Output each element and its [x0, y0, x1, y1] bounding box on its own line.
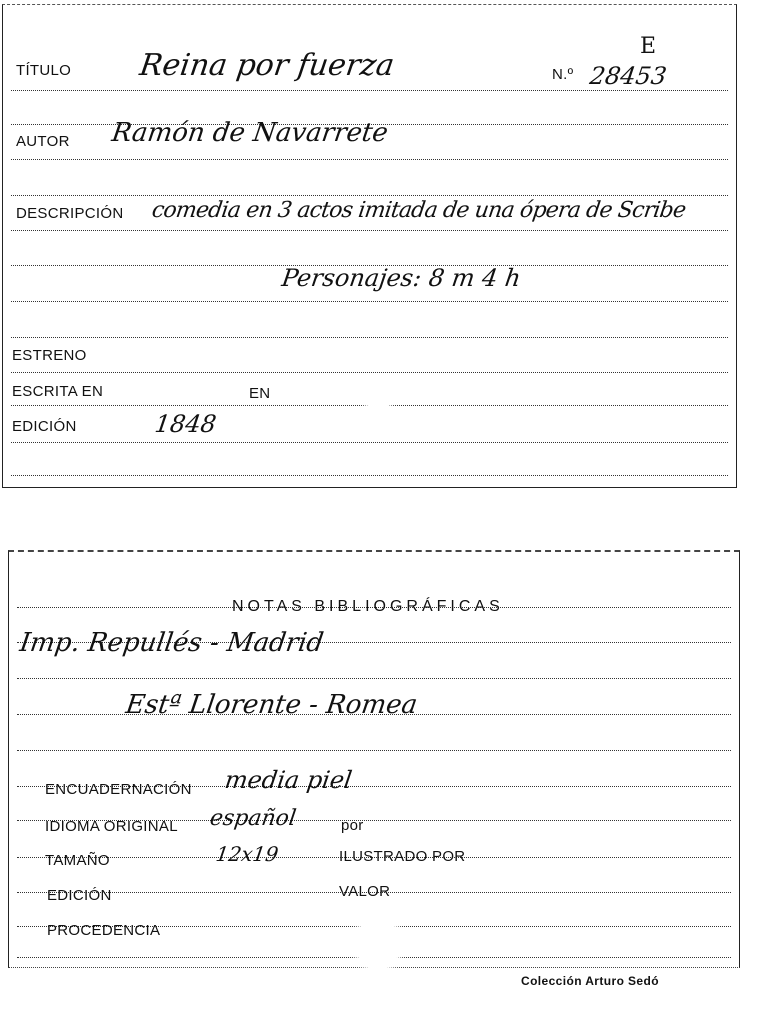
notas-heading: NOTAS BIBLIOGRÁFICAS	[232, 598, 504, 615]
notes-line-1: Imp. Repullés - Madrid	[17, 628, 326, 658]
por-label: por	[341, 817, 364, 834]
valor-label: VALOR	[339, 883, 391, 900]
ruled-line	[11, 90, 728, 91]
en-label: EN	[249, 385, 271, 402]
ruled-line	[11, 230, 728, 231]
ilustrado-label: ILUSTRADO POR	[339, 848, 466, 865]
paper-blot	[368, 398, 388, 414]
ruled-line	[11, 301, 728, 302]
autor-label: AUTOR	[16, 133, 70, 150]
titulo-value: Reina por fuerza	[137, 48, 397, 83]
descripcion-value-line2: Personajes: 8 m 4 h	[280, 264, 523, 292]
ruled-line	[11, 475, 728, 476]
ruled-line	[17, 750, 731, 751]
notes-line-2: Estª Llorente - Romea	[123, 690, 420, 720]
ruled-line	[17, 678, 731, 679]
numero-value: 28453	[588, 62, 669, 90]
idioma-label: IDIOMA ORIGINAL	[45, 818, 178, 835]
tamano-label: TAMAÑO	[45, 852, 110, 869]
edicion-value: 1848	[153, 410, 219, 438]
corner-mark: E	[640, 34, 657, 59]
encuadernacion-value: media piel	[223, 766, 354, 794]
descripcion-value-line1: comedia en 3 actos imitada de una ópera de Scribe	[150, 198, 687, 223]
ruled-line	[11, 159, 728, 160]
ruled-line	[11, 337, 728, 338]
idioma-value: español	[208, 806, 298, 831]
paper-blot	[356, 918, 400, 970]
titulo-label: TÍTULO	[16, 62, 72, 79]
collection-credit: Colección Arturo Sedó	[521, 974, 659, 988]
descripcion-label: DESCRIPCIÓN	[16, 205, 124, 222]
estreno-label: ESTRENO	[12, 347, 87, 364]
encuadernacion-label: ENCUADERNACIÓN	[45, 781, 192, 798]
ruled-line	[11, 195, 728, 196]
escrita-en-label: ESCRITA EN	[12, 383, 104, 400]
tamano-value: 12x19	[214, 842, 280, 866]
ruled-line	[11, 442, 728, 443]
edicion2-label: EDICIÓN	[47, 887, 112, 904]
ruled-line	[11, 372, 728, 373]
numero-label: N.º	[552, 66, 574, 83]
autor-value: Ramón de Navarrete	[109, 118, 390, 148]
edicion-label: EDICIÓN	[12, 418, 77, 435]
procedencia-label: PROCEDENCIA	[47, 922, 161, 939]
